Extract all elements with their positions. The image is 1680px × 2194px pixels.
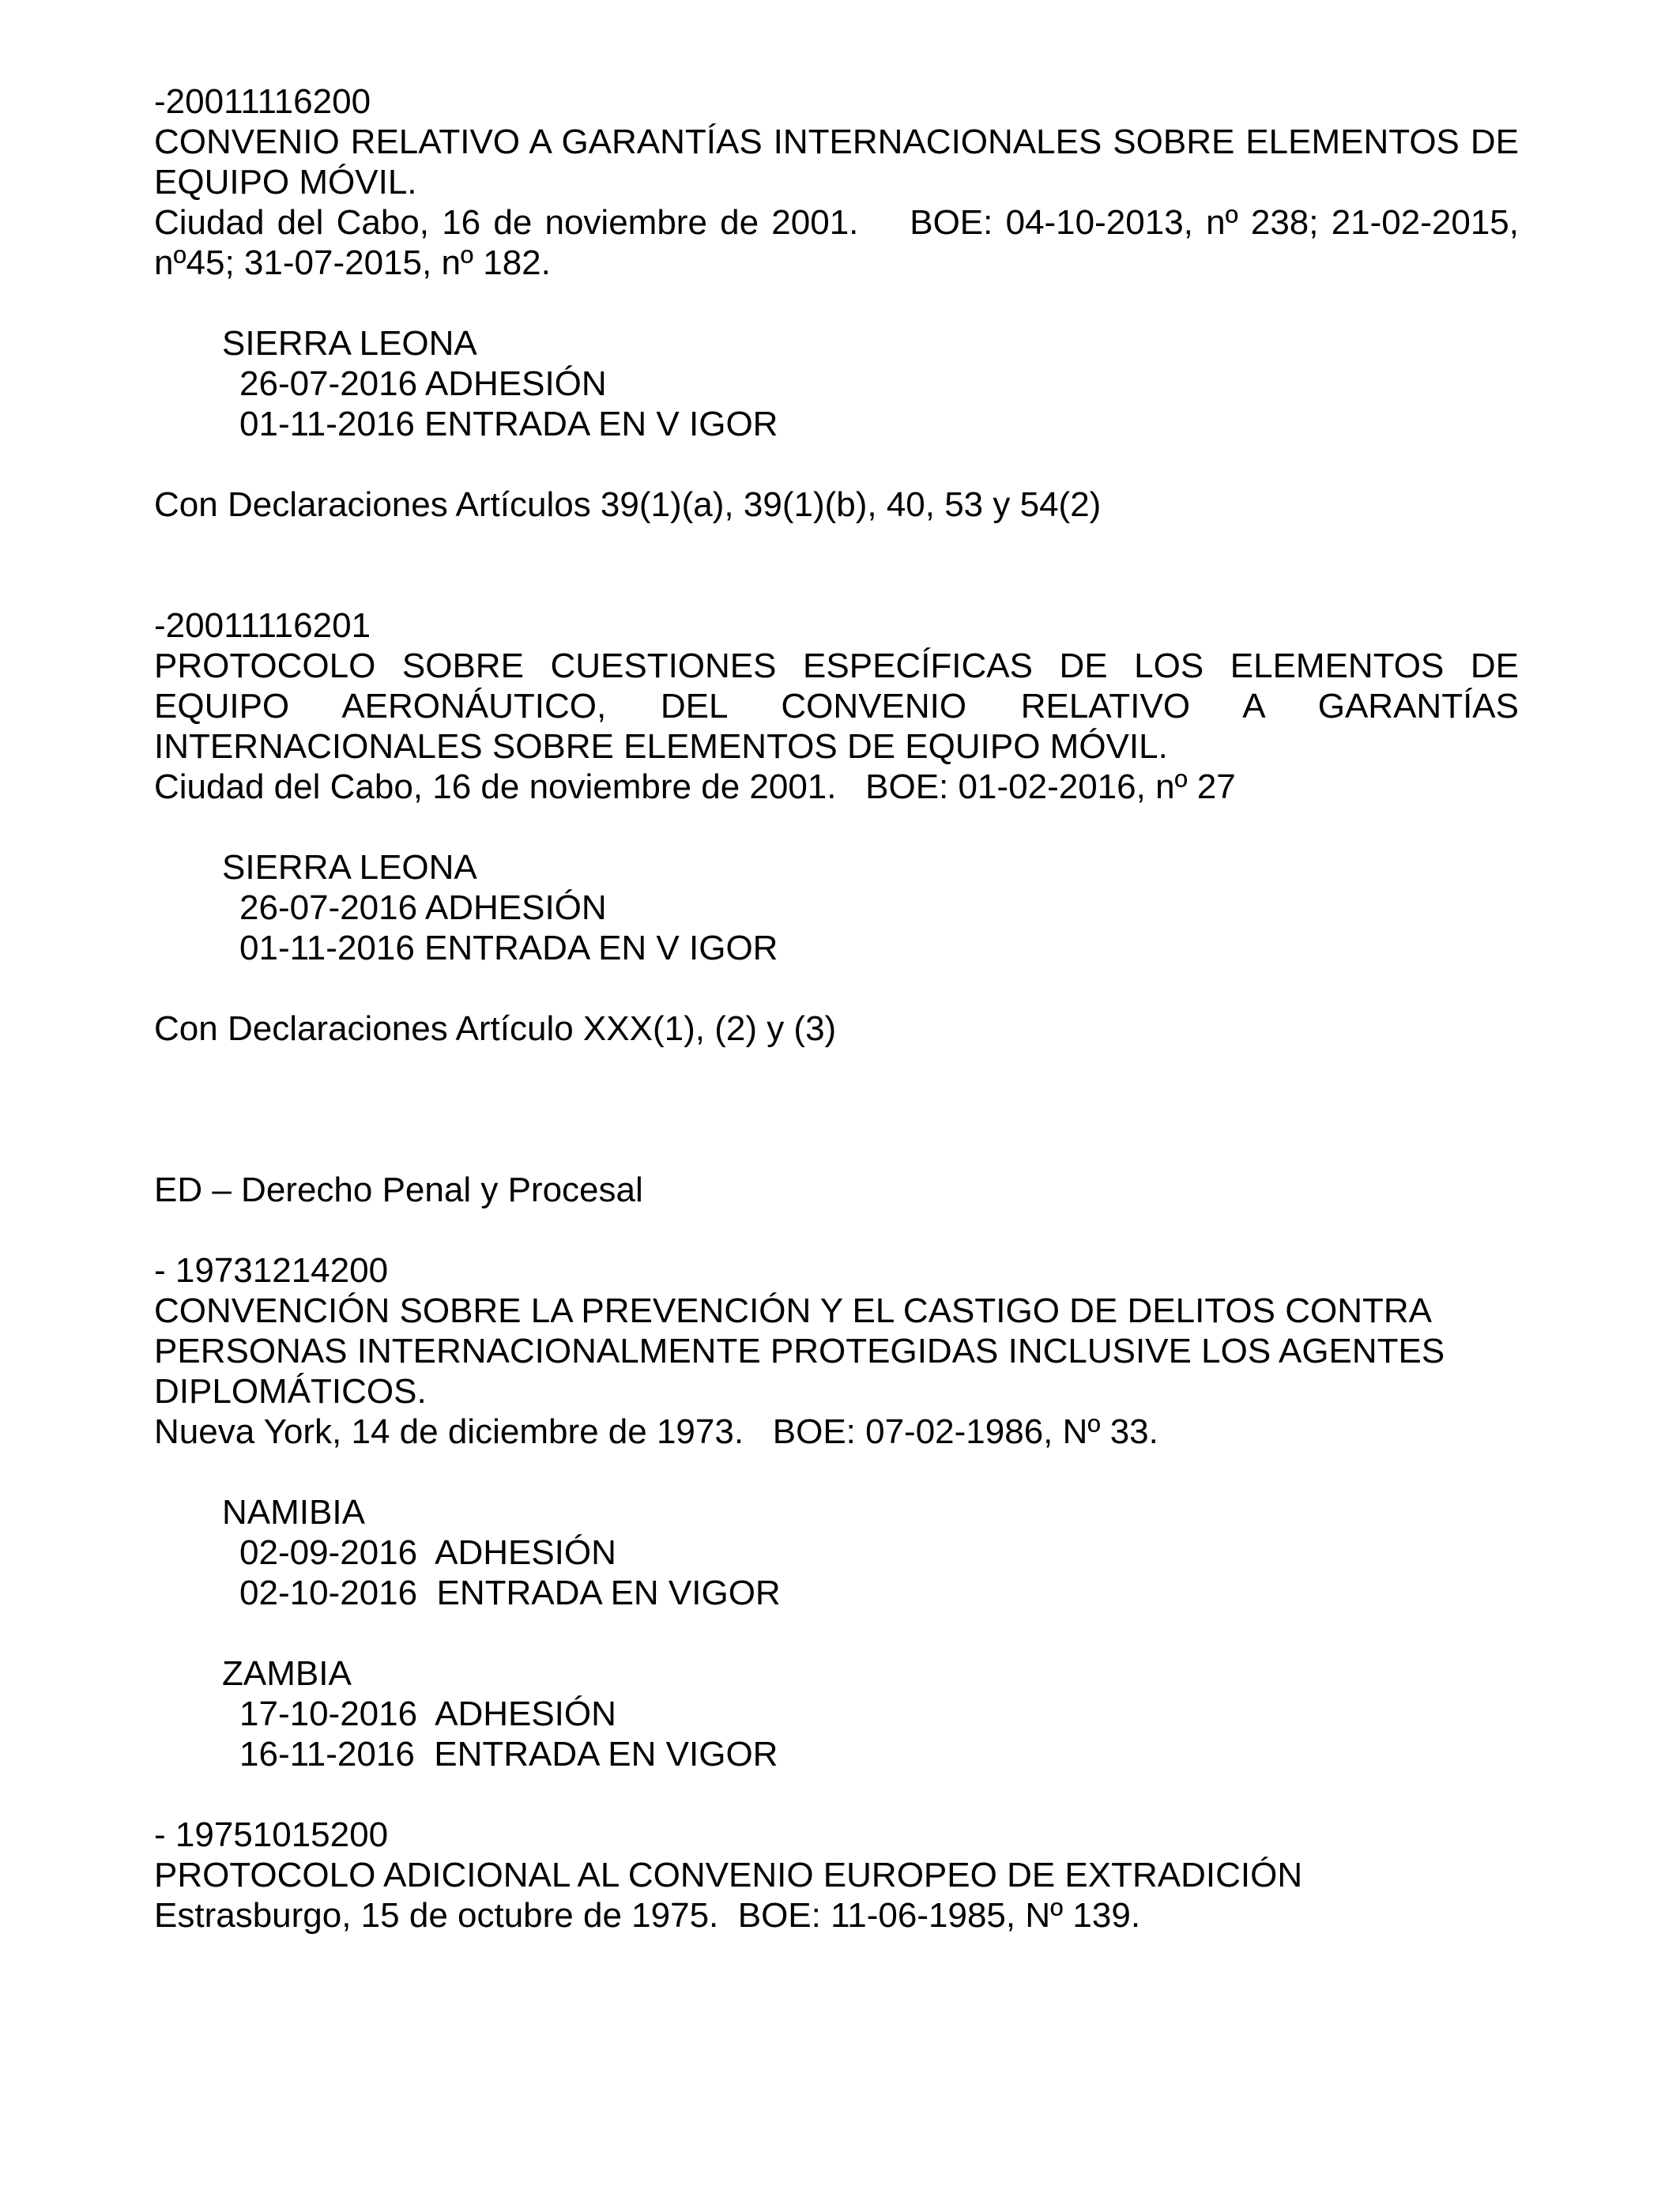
treaty-code: -20011116201: [154, 606, 371, 645]
country-event: 26-07-2016 ADHESIÓN: [239, 888, 607, 927]
treaty-entry: [154, 1815, 1519, 1936]
treaty-title-line: CONVENIO RELATIVO A GARANTÍAS INTERNACIONALES SOBRE ELEMENTOS DE: [154, 123, 1519, 161]
country-event: 17-10-2016 ADHESIÓN: [239, 1695, 616, 1733]
country-name: NAMIBIA: [222, 1493, 365, 1532]
treaty-note: Con Declaraciones Artículo XXX(1), (2) y (3): [154, 1009, 837, 1048]
country-name: SIERRA LEONA: [222, 848, 477, 887]
treaty-title-line: EQUIPO AERONÁUTICO, DEL CONVENIO RELATIVO A GARANTÍAS: [154, 687, 1519, 726]
document-content: [154, 81, 1519, 1936]
treaty-entry: [154, 605, 1519, 1049]
country-name: ZAMBIA: [222, 1654, 352, 1693]
country-event: 01-11-2016 ENTRADA EN V IGOR: [239, 929, 778, 967]
treaty-place: Nueva York, 14 de diciembre de 1973. BOE: 07-02-1986, Nº 33.: [154, 1412, 1158, 1451]
country-event: 02-10-2016 ENTRADA EN VIGOR: [239, 1574, 781, 1612]
treaty-title-line: INTERNACIONALES SOBRE ELEMENTOS DE EQUIPO MÓVIL.: [154, 727, 1168, 766]
treaty-title-line: DIPLOMÁTICOS.: [154, 1372, 427, 1411]
treaty-entry: [154, 1250, 1519, 1774]
treaty-entry: [154, 81, 1519, 525]
treaty-title: PROTOCOLO ADICIONAL AL CONVENIO EUROPEO DE EXTRADICIÓN: [154, 1856, 1303, 1894]
treaty-title-line: PERSONAS INTERNACIONALMENTE PROTEGIDAS INCLUSIVE LOS AGENTES: [154, 1332, 1445, 1370]
treaty-note: Con Declaraciones Artículos 39(1)(a), 39(1)(b), 40, 53 y 54(2): [154, 485, 1102, 524]
treaty-place: Estrasburgo, 15 de octubre de 1975. BOE: 11-06-1985, Nº 139.: [154, 1896, 1141, 1935]
treaty-title-line: EQUIPO MÓVIL.: [154, 163, 417, 202]
country-event: 02-09-2016 ADHESIÓN: [239, 1533, 616, 1572]
country-name: SIERRA LEONA: [222, 324, 477, 363]
treaty-code: - 19731214200: [154, 1251, 389, 1290]
country-event: 01-11-2016 ENTRADA EN V IGOR: [239, 405, 778, 443]
country-event: 16-11-2016 ENTRADA EN VIGOR: [239, 1735, 778, 1774]
section-heading: ED – Derecho Penal y Procesal: [154, 1171, 643, 1209]
treaty-place: Ciudad del Cabo, 16 de noviembre de 2001. BOE: 01-02-2016, nº 27: [154, 767, 1236, 806]
country-event: 26-07-2016 ADHESIÓN: [239, 364, 607, 403]
treaty-place-line: Ciudad del Cabo, 16 de noviembre de 2001. BOE: 04-10-2013, nº 238; 21-02-2015,: [154, 203, 1519, 242]
treaty-title-line: CONVENCIÓN SOBRE LA PREVENCIÓN Y EL CASTIGO DE DELITOS CONTRA: [154, 1291, 1432, 1330]
treaty-code: -20011116200: [154, 82, 371, 121]
treaty-title-line: PROTOCOLO SOBRE CUESTIONES ESPECÍFICAS DE LOS ELEMENTOS DE: [154, 647, 1519, 685]
treaty-place-line: nº45; 31-07-2015, nº 182.: [154, 243, 551, 282]
treaty-code: - 19751015200: [154, 1815, 389, 1854]
